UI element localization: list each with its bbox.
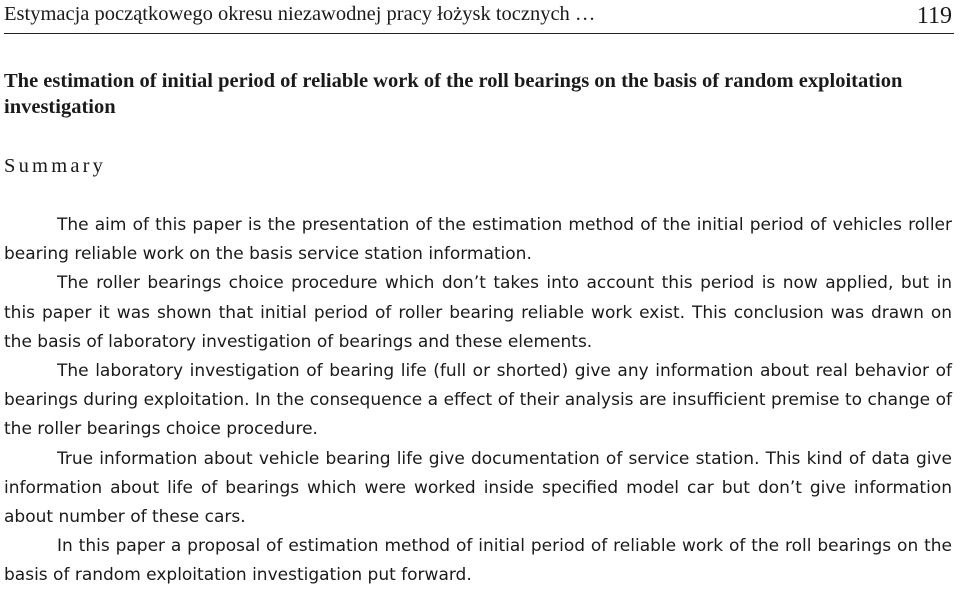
abstract-paragraph: The aim of this paper is the presentation of the estimation method of the initial period of vehicles roller bearing reliable work on the basis service station information. bbox=[4, 215, 952, 265]
abstract-body bbox=[4, 211, 952, 591]
abstract-paragraph: In this paper a proposal of estimation method of initial period of reliable work of the roll bearings on the basis of random exploitation investigation put forward. bbox=[4, 536, 952, 586]
summary-heading: Summary bbox=[4, 155, 107, 177]
abstract-paragraph: The laboratory investigation of bearing life (full or shorted) give any information about real behavior of bearings during exploitation. In the consequence a effect of their analysis are insufficient premise to change of the roller bearings choice procedure. bbox=[4, 361, 952, 440]
abstract-paragraph: True information about vehicle bearing life give documentation of service station. This kind of data give information about life of bearings which were worked inside specified model car but don’t give information about number of these cars. bbox=[4, 448, 952, 528]
abstract-paragraph: The roller bearings choice procedure which don’t takes into account this period is now applied, but in this paper it was shown that initial period of roller bearing reliable work exist. This conclusion was drawn on the basis of laboratory investigation of bearings and these elements. bbox=[4, 273, 952, 352]
page-number: 119 bbox=[916, 3, 952, 29]
running-title: Estymacja początkowego okresu niezawodnej pracy łożysk tocznych … bbox=[4, 3, 596, 25]
paper-title: The estimation of initial period of reliable work of the roll bearings on the basis of random exploitation investigation bbox=[4, 70, 903, 118]
page-header bbox=[4, 0, 954, 34]
